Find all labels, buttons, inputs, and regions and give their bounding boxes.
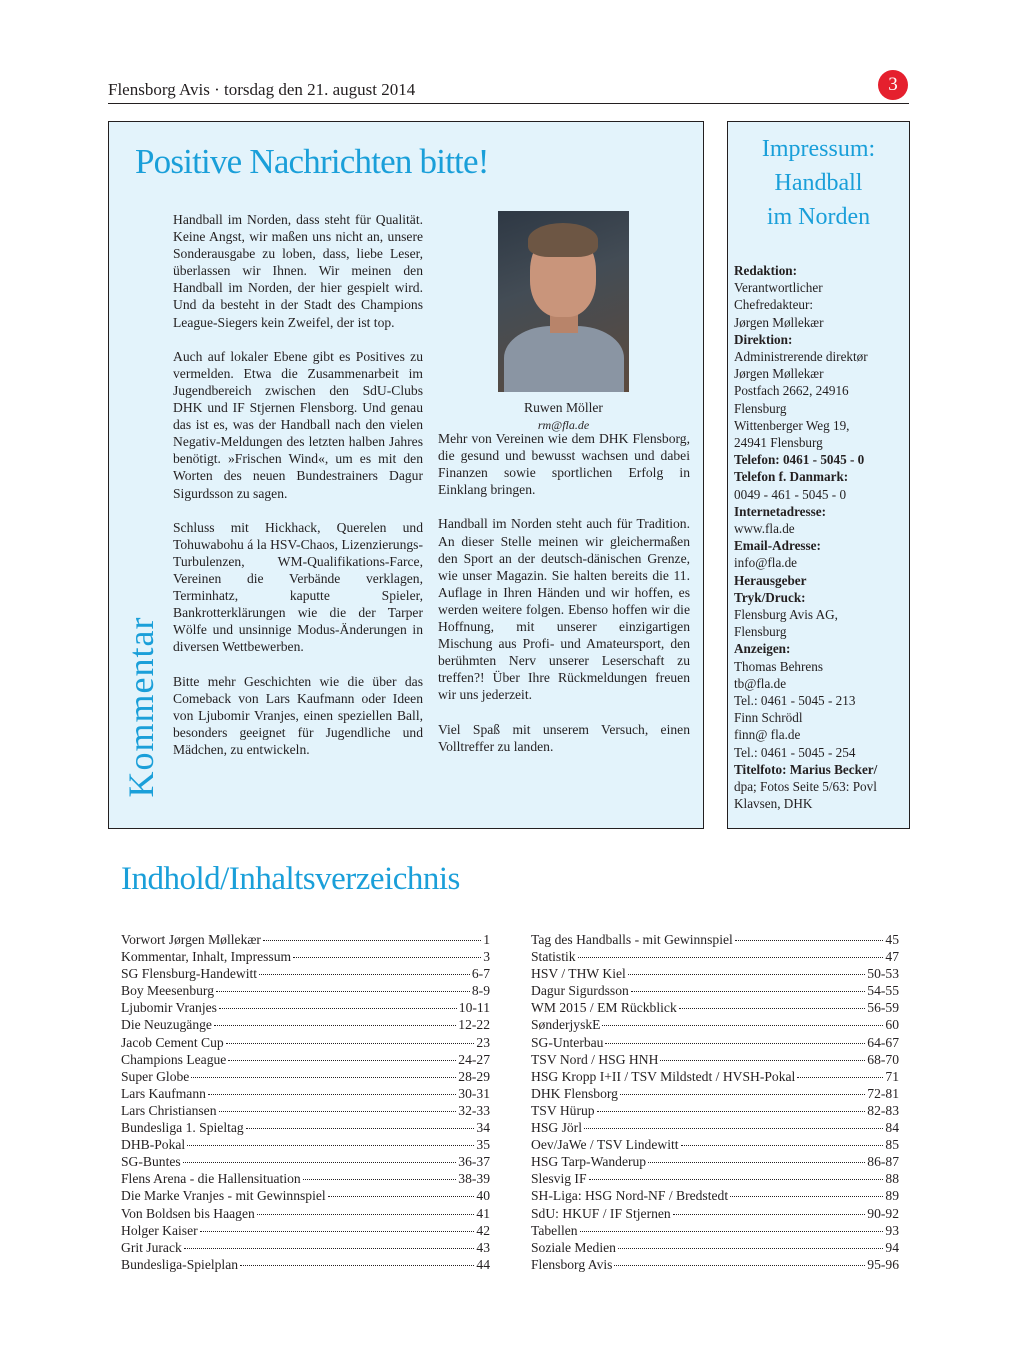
toc-entry-page: 28-29: [458, 1068, 490, 1084]
toc-row: [121, 1187, 490, 1204]
toc-entry-page: 82-83: [867, 1102, 899, 1118]
impressum-line: www.fla.de: [734, 521, 795, 537]
toc-entry-page: 64-67: [867, 1034, 899, 1050]
toc-row: [121, 1034, 490, 1051]
toc-row: [121, 965, 490, 982]
toc-row: [531, 1222, 899, 1239]
toc-entry-page: 86-87: [867, 1154, 899, 1170]
comment-column-1: [173, 211, 423, 775]
toc-row: [531, 1170, 899, 1187]
toc-row: [531, 1085, 899, 1102]
toc-entry-page: 35: [476, 1137, 490, 1153]
toc-entry-page: 41: [476, 1205, 490, 1221]
impressum-line: Redaktion:: [734, 263, 798, 278]
toc-leader-dots: [584, 1128, 883, 1129]
impressum-line: finn@ fla.de: [734, 727, 801, 743]
toc-entry-page: 54-55: [867, 983, 899, 999]
impressum-line: Direktion:: [734, 331, 793, 347]
impressum-line: Jørgen Møllekær: [734, 314, 824, 330]
toc-entry-title: SG-Unterbau: [531, 1034, 604, 1050]
comment-paragraph: Handball im Norden, dass steht für Qualität. Keine Angst, wir maßen uns nicht an, unsere Sonderausgabe zu loben, dass, liebe Leser, überlassen wir Ihnen. Wir meinen den Handball im Norden, der hier gespielt wird. Und da besteht in der Stadt des Champions League-Siegers kein Zweifel, der ist top.: [173, 212, 423, 330]
toc-entry-title: TSV Hürup: [531, 1102, 595, 1118]
comment-paragraph: Schluss mit Hickhack, Querelen und Tohuwabohu á la HSV-Chaos, Lizenzierungs-Turbulenzen, WM-Qualifikations-Farce, Vereinen die Verbände verklagen, Terminhatz, kaputte Spieler, Bankrotterklärungen wie die der Tarper Wölfe und unsinnige Modus-Änderungen in diversen Wettbewerben.: [173, 519, 423, 655]
toc-entry-page: 94: [885, 1239, 899, 1255]
toc-leader-dots: [219, 1111, 457, 1112]
toc-row: [531, 1068, 899, 1085]
toc-row: [121, 1119, 490, 1136]
toc-leader-dots: [183, 1162, 457, 1163]
impressum-line: dpa; Fotos Seite 5/63: Povl: [734, 779, 877, 795]
toc-leader-dots: [580, 1231, 884, 1232]
toc-row: [121, 1136, 490, 1153]
toc-row: [121, 1016, 490, 1033]
comment-vertical-label: [123, 612, 159, 802]
toc-entry-page: 90-92: [867, 1205, 899, 1221]
toc-entry-title: TSV Nord / HSG HNH: [531, 1051, 659, 1067]
toc-row: [121, 1153, 490, 1170]
toc-leader-dots: [226, 1043, 475, 1044]
toc-leader-dots: [578, 957, 884, 958]
toc-leader-dots: [628, 974, 865, 975]
toc-entry-title: Kommentar, Inhalt, Impressum: [121, 949, 292, 965]
impressum-line: Internetadresse:: [734, 503, 827, 519]
toc-leader-dots: [648, 1162, 865, 1163]
toc-leader-dots: [219, 1008, 457, 1009]
impressum-line: Jørgen Møllekær: [734, 366, 824, 382]
toc-entry-page: 47: [885, 949, 899, 965]
toc-leader-dots: [730, 1196, 883, 1197]
toc-row: [531, 1153, 899, 1170]
toc-entry-title: Die Marke Vranjes - mit Gewinnspiel: [121, 1188, 326, 1204]
toc-entry-title: Statistik: [531, 949, 576, 965]
toc-entry-page: 6-7: [471, 966, 490, 982]
toc-row: [531, 948, 899, 965]
toc-row: [531, 982, 899, 999]
toc-row: [531, 1205, 899, 1222]
toc-leader-dots: [259, 974, 470, 975]
toc-entry-title: Oev/JaWe / TSV Lindewitt: [531, 1137, 679, 1153]
impressum-line: Flensburg Avis AG,: [734, 607, 838, 623]
comment-column-2: [438, 430, 690, 772]
author-name: Ruwen Möller: [524, 400, 603, 415]
impressum-line: Telefon f. Danmark:: [734, 469, 849, 485]
toc-entry-page: 38-39: [458, 1171, 490, 1187]
toc-right-column: [531, 931, 899, 1273]
author-email: rm@fla.de: [537, 418, 590, 432]
toc-entry-title: Grit Jurack: [121, 1239, 182, 1255]
toc-leader-dots: [216, 991, 470, 992]
toc-leader-dots: [263, 940, 481, 941]
toc-entry-title: SdU: HKUF / IF Stjernen: [531, 1205, 671, 1221]
comment-paragraph: Auch auf lokaler Ebene gibt es Positives zu vermelden. Etwa die Zusammenarbeit im Jugendbereich zwischen den SdU-Clubs DHK und IF Stjernen Flensborg. Und genau das ist es, was der Handball nach den vielen Negativ-Meldungen des letzten halben Jahres benötigt. »Frischen Wind«, um es mit den Worten des neuen Bundestrainers Dagur Sigurdsson zu sagen.: [173, 348, 423, 501]
toc-entry-title: Vorwort Jørgen Møllekær: [121, 932, 261, 947]
toc-row: [531, 1102, 899, 1119]
toc-row: [531, 1256, 899, 1273]
publication-header: Flensborg Avis · torsdag den 21. august 2014: [108, 80, 416, 99]
toc-leader-dots: [631, 991, 865, 992]
header-rule: [108, 103, 909, 104]
toc-row: [531, 965, 899, 982]
toc-leader-dots: [602, 1025, 883, 1026]
toc-entry-title: Super Globe: [121, 1068, 190, 1084]
toc-entry-page: 40: [476, 1188, 490, 1204]
toc-entry-page: 30-31: [458, 1085, 490, 1101]
toc-entry-title: WM 2015 / EM Rückblick: [531, 1000, 677, 1016]
toc-entry-title: Lars Christiansen: [121, 1102, 217, 1118]
toc-leader-dots: [618, 1248, 883, 1249]
toc-entry-page: 84: [885, 1120, 899, 1136]
toc-entry-title: Von Boldsen bis Haagen: [121, 1205, 255, 1221]
impressum-line: 0049 - 461 - 5045 - 0: [734, 486, 847, 502]
toc-entry-page: 88: [885, 1171, 899, 1187]
toc-leader-dots: [614, 1265, 865, 1266]
toc-entry-title: SH-Liga: HSG Nord-NF / Bredstedt: [531, 1188, 729, 1204]
toc-entry-page: 93: [885, 1222, 899, 1238]
toc-leader-dots: [200, 1231, 475, 1232]
toc-entry-page: 43: [476, 1239, 490, 1255]
impressum-line: Telefon: 0461 - 5045 - 0: [734, 452, 865, 468]
impressum-line: Administrerende direktør: [734, 349, 868, 365]
toc-entry-page: 68-70: [867, 1051, 899, 1067]
toc-entry-title: Jacob Cement Cup: [121, 1034, 224, 1050]
toc-entry-page: 1: [483, 932, 490, 947]
toc-entry-title: SG-Buntes: [121, 1154, 181, 1170]
impressum-line: Finn Schrödl: [734, 710, 803, 726]
toc-entry-page: 24-27: [458, 1051, 490, 1067]
toc-leader-dots: [679, 1008, 866, 1009]
toc-entry-page: 60: [885, 1017, 899, 1033]
toc-entry-title: Flensborg Avis: [531, 1256, 613, 1272]
impressum-title-line: Handball: [774, 170, 863, 196]
toc-leader-dots: [208, 1094, 456, 1095]
toc-entry-page: 36-37: [458, 1154, 490, 1170]
toc-entry-page: 12-22: [458, 1017, 490, 1033]
impressum-line: Klavsen, DHK: [734, 796, 813, 812]
toc-entry-page: 44: [476, 1256, 490, 1272]
toc-entry-title: Holger Kaiser: [121, 1222, 198, 1238]
impressum-title-line: Impressum:: [761, 136, 876, 162]
toc-row: [121, 1068, 490, 1085]
toc-row: [531, 1136, 899, 1153]
toc-entry-page: 95-96: [867, 1256, 899, 1272]
toc-leader-dots: [660, 1060, 865, 1061]
toc-leader-dots: [257, 1214, 475, 1215]
toc-row: [121, 948, 490, 965]
toc-entry-title: DHB-Pokal: [121, 1137, 186, 1153]
impressum-line: Postfach 2662, 24916: [734, 383, 849, 399]
author-photo: [498, 211, 629, 392]
toc-entry-page: 34: [476, 1120, 490, 1136]
toc-entry-title: Champions League: [121, 1051, 227, 1067]
comment-paragraph: Bitte mehr Geschichten wie die über das Comeback von Lars Kaufmann oder Ideen von Ljubomir Vranjes, einen speziellen Ball, besonders geeignet für Jugendliche und Mädchen, zu entwickeln.: [173, 673, 423, 757]
toc-leader-dots: [797, 1077, 883, 1078]
toc-entry-title: Die Neuzugänge: [121, 1017, 212, 1033]
toc-row: [531, 1187, 899, 1204]
toc-row: [121, 1170, 490, 1187]
impressum-line: Flensburg: [734, 624, 787, 640]
toc-leader-dots: [246, 1128, 475, 1129]
toc-entry-page: 89: [885, 1188, 899, 1204]
impressum-line: 24941 Flensburg: [734, 435, 823, 451]
toc-entry-title: Tag des Handballs - mit Gewinnspiel: [531, 932, 733, 947]
toc-leader-dots: [214, 1025, 456, 1026]
toc-entry-page: 72-81: [867, 1085, 899, 1101]
impressum-line: tb@fla.de: [734, 675, 787, 691]
toc-entry-title: Bundesliga-Spielplan: [121, 1256, 239, 1272]
toc-row: [121, 1205, 490, 1222]
toc-entry-page: 32-33: [458, 1102, 490, 1118]
toc-row: [121, 1256, 490, 1273]
toc-entry-page: 42: [476, 1222, 490, 1238]
toc-entry-title: Slesvig IF: [531, 1171, 587, 1187]
impressum-line: Email-Adresse:: [734, 538, 821, 554]
toc-entry-page: 23: [476, 1034, 490, 1050]
toc-entry-title: Soziale Medien: [531, 1239, 616, 1255]
toc-leader-dots: [589, 1179, 884, 1180]
toc-leader-dots: [228, 1060, 456, 1061]
toc-entry-page: 3: [483, 949, 490, 965]
impressum-line: Wittenberger Weg 19,: [734, 417, 850, 433]
comment-title: Positive Nachrichten bitte!: [135, 142, 489, 181]
toc-entry-page: 56-59: [867, 1000, 899, 1016]
toc-leader-dots: [673, 1214, 866, 1215]
toc-entry-title: Boy Meesenburg: [121, 983, 215, 999]
toc-row: [121, 982, 490, 999]
toc-entry-page: 71: [885, 1068, 899, 1084]
comment-paragraph: Viel Spaß mit unserem Versuch, einen Volltreffer zu landen.: [438, 721, 690, 754]
impressum-line: Chefredakteur:: [734, 297, 814, 313]
toc-row: [531, 1016, 899, 1033]
toc-leader-dots: [681, 1145, 884, 1146]
toc-row: [121, 1239, 490, 1256]
toc-entry-title: Lars Kaufmann: [121, 1085, 206, 1101]
toc-leader-dots: [597, 1111, 866, 1112]
toc-entry-title: HSG Kropp I+II / TSV Mildstedt / HVSH-Pokal: [531, 1068, 796, 1084]
comment-label-text: Kommentar: [121, 616, 161, 798]
toc-entry-title: DHK Flensborg: [531, 1085, 618, 1101]
toc-row: [531, 999, 899, 1016]
toc-entry-title: Tabellen: [531, 1222, 578, 1238]
toc-row: [531, 1119, 899, 1136]
toc-entry-title: Bundesliga 1. Spieltag: [121, 1120, 244, 1136]
toc-entry-page: 8-9: [471, 983, 490, 999]
toc-entry-title: SønderjyskE: [531, 1017, 601, 1033]
toc-leader-dots: [187, 1145, 474, 1146]
toc-entry-title: HSV / THW Kiel: [531, 966, 626, 982]
impressum-line: Flensburg: [734, 400, 787, 416]
toc-row: [121, 1222, 490, 1239]
toc-entry-page: 85: [885, 1137, 899, 1153]
toc-row: [121, 1051, 490, 1068]
toc-left-column: [121, 931, 490, 1273]
impressum-title: [728, 132, 909, 234]
toc-leader-dots: [184, 1248, 475, 1249]
toc-row: [531, 1034, 899, 1051]
toc-row: [121, 1085, 490, 1102]
toc-leader-dots: [303, 1179, 457, 1180]
toc-leader-dots: [328, 1196, 475, 1197]
toc-entry-title: HSG Jörl: [531, 1120, 582, 1136]
comment-paragraph: Handball im Norden steht auch für Tradition. An dieser Stelle meinen wir gleichermaßen den Sport an der deutsch-dänischen Grenze, wie unser Magazin. Sie halten bereits die 11. Auflage in Ihren Händen und wir hoffen, es werden weitere folgen. Ebenso hoffen wir die Hoffnung, mit unserer einzigartigen Mischung aus Profi- und Amateursport, den berühmten Nerv unserer Leserschaft zu treffen?! Über Ihre Rückmeldungen freuen wir uns jederzeit.: [438, 516, 690, 703]
toc-row: [121, 1102, 490, 1119]
impressum-list: [734, 262, 906, 813]
toc-row: [531, 1051, 899, 1068]
toc-leader-dots: [735, 940, 884, 941]
toc-row: [531, 1239, 899, 1256]
toc-entry-title: HSG Tarp-Wanderup: [531, 1154, 647, 1170]
impressum-line: Tryk/Druck:: [734, 589, 806, 605]
toc-leader-dots: [240, 1265, 474, 1266]
page-number-badge: 3: [878, 70, 908, 100]
toc-entry-title: Dagur Sigurdsson: [531, 983, 629, 999]
toc-leader-dots: [293, 957, 481, 958]
impressum-line: Herausgeber: [734, 572, 807, 588]
toc-row: [121, 931, 490, 948]
toc-leader-dots: [620, 1094, 865, 1095]
impressum-line: Tel.: 0461 - 5045 - 213: [734, 693, 856, 709]
impressum-title-line: im Norden: [766, 204, 871, 230]
toc-entry-title: Ljubomir Vranjes: [121, 1000, 217, 1016]
toc-title: Indhold/Inhaltsverzeichnis: [121, 861, 460, 897]
impressum-line: Thomas Behrens: [734, 658, 823, 674]
toc-entry-title: SG Flensburg-Handewitt: [121, 966, 258, 982]
impressum-box: [727, 121, 910, 829]
toc-entry-page: 50-53: [867, 966, 899, 982]
toc-leader-dots: [605, 1043, 865, 1044]
toc-leader-dots: [191, 1077, 456, 1078]
toc-row: [531, 931, 899, 948]
comment-box: [108, 121, 704, 829]
toc-entry-page: 45: [885, 932, 899, 947]
impressum-line: Titelfoto: Marius Becker/: [734, 761, 878, 777]
impressum-line: Verantwortlicher: [734, 280, 823, 296]
impressum-line: info@fla.de: [734, 555, 798, 571]
comment-paragraph: Mehr von Vereinen wie dem DHK Flensborg, die gesund und bewusst wachsen und dabei Finanzen sowie sportlichen Erfolg in Einklang bringen.: [438, 431, 690, 498]
toc-entry-page: 10-11: [458, 1000, 490, 1016]
impressum-line: Tel.: 0461 - 5045 - 254: [734, 744, 856, 760]
impressum-line: Anzeigen:: [734, 641, 791, 657]
toc-entry-title: Flens Arena - die Hallensituation: [121, 1171, 301, 1187]
toc-row: [121, 999, 490, 1016]
